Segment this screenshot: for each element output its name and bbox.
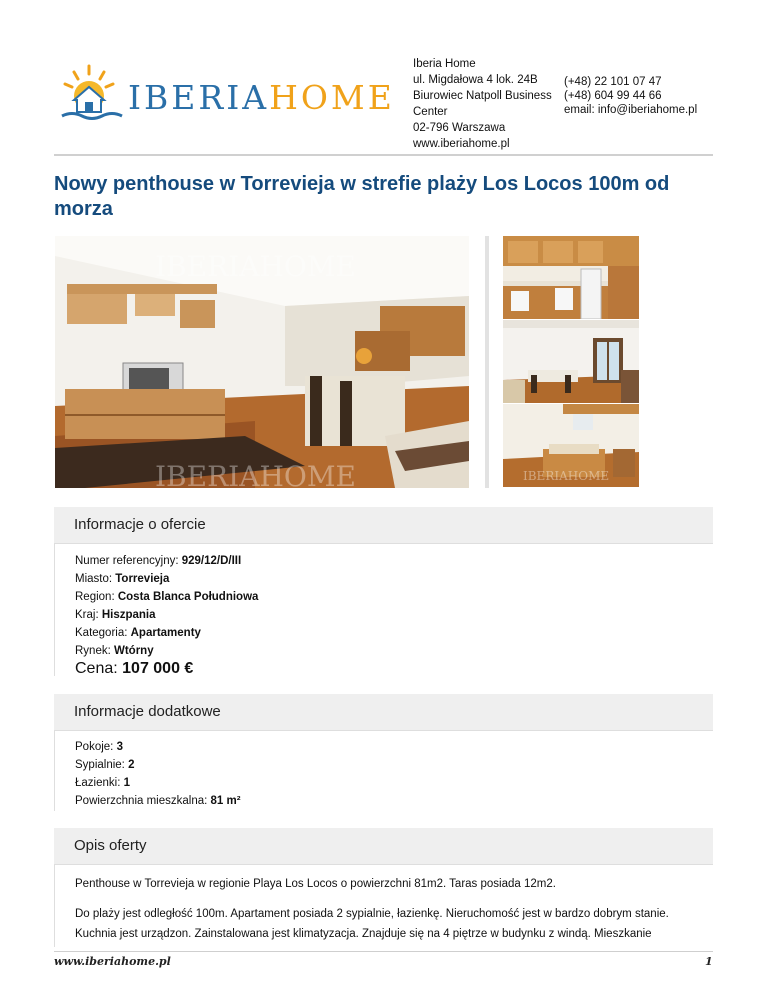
svg-text:IBERIAHOME: IBERIAHOME <box>155 460 356 488</box>
email-link[interactable]: email: info@iberiahome.pl <box>564 104 698 116</box>
logo-wordmark <box>128 78 395 117</box>
info-value: Hiszpania <box>101 609 156 621</box>
company-address <box>413 56 552 152</box>
section-header-extra-info <box>54 694 713 731</box>
info-label: Sypialnie: <box>75 759 129 771</box>
bedroom-photo <box>503 404 639 487</box>
info-value: 81 m² <box>210 795 241 807</box>
footer-website-link[interactable]: www.iberiahome.pl <box>54 955 171 968</box>
iberiahome-logo[interactable] <box>56 62 395 124</box>
info-value: 3 <box>116 741 123 753</box>
info-label: Powierzchnia mieszkalna: <box>75 795 211 807</box>
info-row-bedrooms <box>75 759 134 771</box>
info-value: Torrevieja <box>115 573 170 585</box>
info-label: Rynek: <box>75 645 114 657</box>
thumbnail-photo[interactable] <box>503 404 639 487</box>
company-contact <box>564 75 697 117</box>
price-value: 107 000 € <box>122 660 194 677</box>
extra-info-body <box>54 731 714 811</box>
description-paragraph: Do plaży jest odległość 100m. Apartament posiada 2 sypialnie, łazienkę. Nieruchomość jest w bardzo dobrym stanie. <box>75 908 669 920</box>
info-value: 929/12/D/III <box>181 555 242 567</box>
info-value: 2 <box>128 759 135 771</box>
info-row-city <box>75 573 169 585</box>
section-title: Informacje dodatkowe <box>74 703 221 720</box>
address-line: ul. Migdałowa 4 lok. 24B <box>413 74 538 86</box>
info-value: 1 <box>123 777 130 789</box>
info-label: Pokoje: <box>75 741 117 753</box>
info-row-country <box>75 609 156 621</box>
thumbnail-photo[interactable] <box>503 236 639 319</box>
info-label: Miasto: <box>75 573 116 585</box>
section-header-offer-info <box>54 507 713 544</box>
section-title: Opis oferty <box>74 837 147 854</box>
address-line: 02-796 Warszawa <box>413 122 506 134</box>
info-label: Kraj: <box>75 609 102 621</box>
address-line: Center <box>413 106 448 118</box>
phone-number[interactable]: (+48) 22 101 07 47 <box>564 76 662 88</box>
main-photo[interactable] <box>55 236 469 488</box>
page-number: 1 <box>705 955 713 968</box>
info-row-bathrooms <box>75 777 130 789</box>
info-row-rooms <box>75 741 123 753</box>
info-value: Costa Blanca Południowa <box>117 591 259 603</box>
header-divider <box>54 154 713 156</box>
offer-info-body <box>54 544 714 676</box>
description-paragraph: Penthouse w Torrevieja w regionie Playa Los Locos o powierzchni 81m2. Taras posiada 12m2. <box>75 878 556 890</box>
info-row-market <box>75 645 154 657</box>
info-row-living-area <box>75 795 241 807</box>
info-label: Region: <box>75 591 118 603</box>
website-link[interactable]: www.iberiahome.pl <box>413 138 510 150</box>
info-row-category <box>75 627 201 639</box>
info-label: Numer referencyjny: <box>75 555 182 567</box>
phone-number[interactable]: (+48) 604 99 44 66 <box>564 90 662 102</box>
section-header-description <box>54 828 713 865</box>
info-label: Kategoria: <box>75 627 131 639</box>
info-row-region <box>75 591 258 603</box>
address-line: Biurowiec Natpoll Business <box>413 90 552 102</box>
address-line: Iberia Home <box>413 58 476 70</box>
logo-text-iberia: IBERIA <box>128 78 270 117</box>
svg-text:IBERIAHOME: IBERIAHOME <box>523 469 610 483</box>
page-title: Nowy penthouse w Torrevieja w strefie plaży Los Locos 100m od morza <box>54 173 670 220</box>
logo-text-home: HOME <box>269 78 395 117</box>
info-label: Łazienki: <box>75 777 124 789</box>
thumbnail-photo[interactable] <box>503 320 639 403</box>
footer-divider <box>54 951 713 952</box>
description-body <box>54 865 714 947</box>
price-row <box>75 660 193 678</box>
info-value: Wtórny <box>114 645 154 657</box>
info-row-reference <box>75 555 241 567</box>
description-paragraph: Kuchnia jest urządzon. Zainstalowana jest klimatyzacja. Znajduje się na 4 piętrze w budynku z windą. Mieszkanie <box>75 928 652 940</box>
photo-divider <box>485 236 489 488</box>
section-title: Informacje o ofercie <box>74 516 206 533</box>
dining-room-photo <box>503 320 639 403</box>
price-label: Cena: <box>75 660 123 677</box>
info-value: Apartamenty <box>130 627 201 639</box>
living-room-photo <box>55 236 469 488</box>
sun-house-icon <box>56 62 126 124</box>
kitchen-photo <box>503 236 639 319</box>
svg-text:IBERIAHOME: IBERIAHOME <box>155 250 356 283</box>
